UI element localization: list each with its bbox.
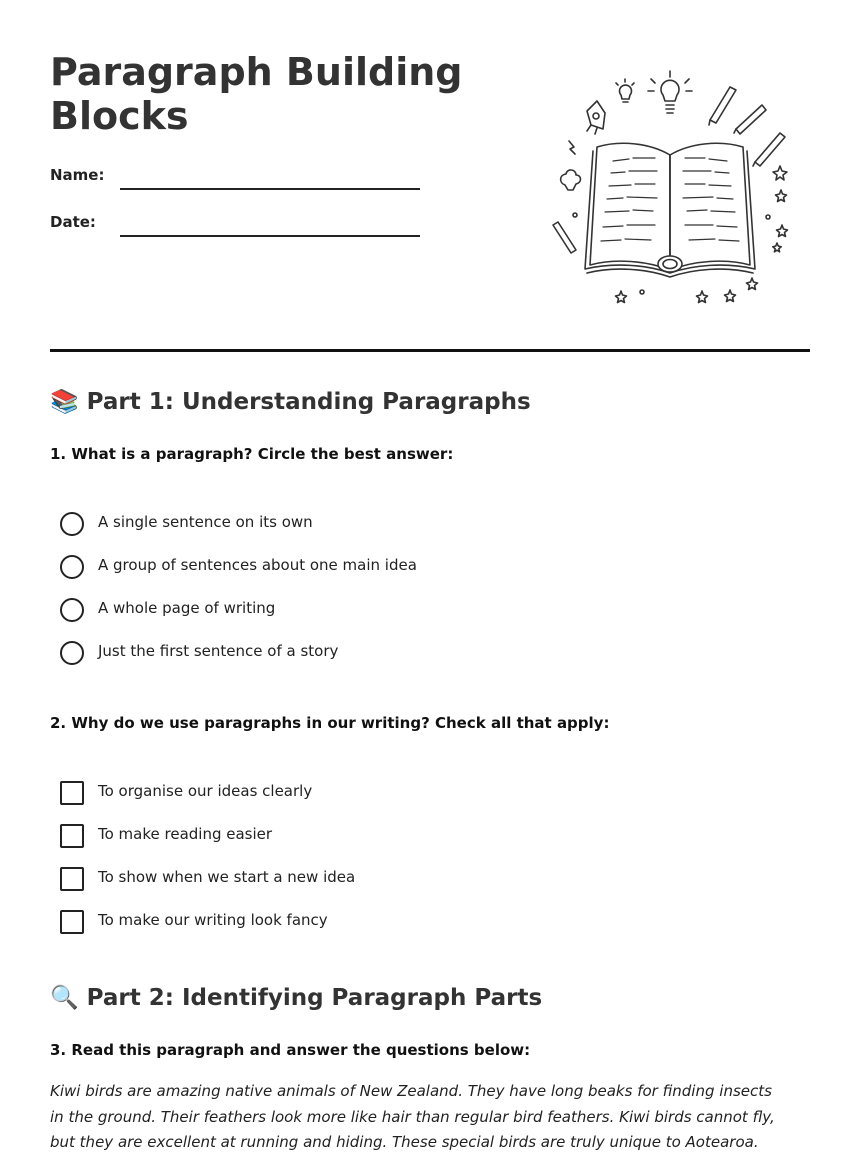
part1-heading [50, 388, 531, 415]
date-field[interactable] [50, 213, 420, 239]
name-label: Name: [50, 166, 105, 184]
part1-heading-text: Part 1: Understanding Paragraphs [86, 389, 531, 415]
checkbox[interactable] [60, 824, 84, 848]
page-title: Paragraph Building Blocks [50, 50, 463, 138]
part2-heading-text: Part 2: Identifying Paragraph Parts [86, 985, 543, 1011]
option-label: To make our writing look fancy [98, 911, 328, 929]
option-label: A whole page of writing [98, 599, 276, 617]
question-3: 3. Read this paragraph and answer the questions below: [50, 1041, 531, 1059]
question-1: 1. What is a paragraph? Circle the best answer: [50, 445, 454, 463]
radio-circle[interactable] [60, 512, 84, 536]
question-2: 2. Why do we use paragraphs in our writing? Check all that apply: [50, 714, 610, 732]
option-label: A group of sentences about one main idea [98, 556, 417, 574]
radio-circle[interactable] [60, 598, 84, 622]
q2-option[interactable] [60, 781, 760, 805]
name-field[interactable] [50, 166, 420, 192]
q1-option[interactable] [60, 641, 760, 665]
q1-option[interactable] [60, 512, 760, 536]
reading-passage: Kiwi birds are amazing native animals of New Zealand. They have long beaks for finding insects in the ground. Their feathers look more like hair than regular bird feathers. Kiwi birds cannot fly, but they are excellent at running and hiding. These special birds are truly unique to Aotearoa. [50, 1082, 775, 1151]
checkbox[interactable] [60, 781, 84, 805]
checkbox[interactable] [60, 867, 84, 891]
option-label: To make reading easier [98, 825, 273, 843]
q1-option[interactable] [60, 598, 760, 622]
q1-option[interactable] [60, 555, 760, 579]
q2-option[interactable] [60, 910, 760, 934]
date-label: Date: [50, 213, 96, 231]
open-book-illustration [545, 65, 795, 310]
option-label: To show when we start a new idea [98, 868, 356, 886]
part2-heading [50, 984, 542, 1011]
name-writing-line[interactable] [120, 188, 420, 190]
option-label: Just the first sentence of a story [98, 642, 339, 660]
option-label: A single sentence on its own [98, 513, 313, 531]
option-label: To organise our ideas clearly [98, 782, 313, 800]
q2-option[interactable] [60, 824, 760, 848]
radio-circle[interactable] [60, 555, 84, 579]
checkbox[interactable] [60, 910, 84, 934]
section-divider [50, 349, 810, 352]
books-icon: 📚 [50, 389, 79, 415]
q2-option[interactable] [60, 867, 760, 891]
magnifying-glass-icon: 🔍 [50, 985, 79, 1011]
radio-circle[interactable] [60, 641, 84, 665]
date-writing-line[interactable] [120, 235, 420, 237]
